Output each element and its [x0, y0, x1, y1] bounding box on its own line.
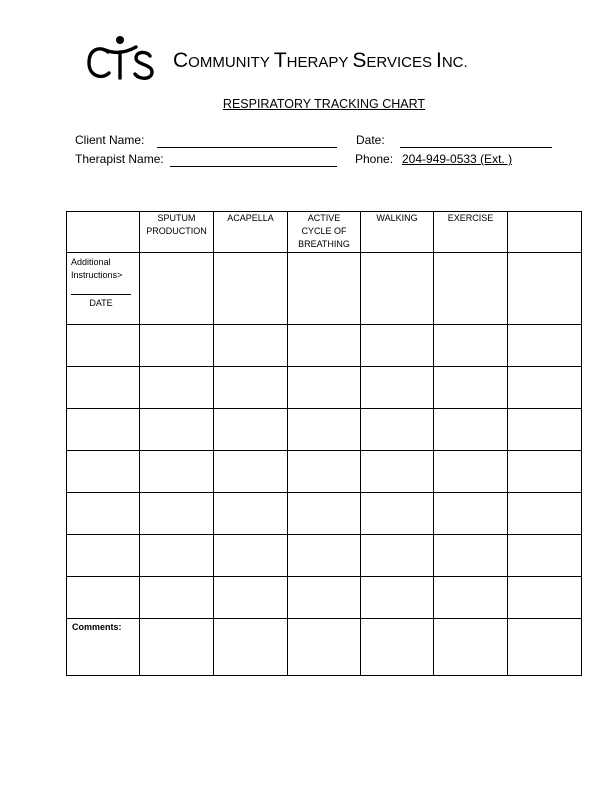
header-active-cycle-of-breathing: ACTIVE CYCLE OF BREATHING: [288, 212, 361, 253]
table-cell[interactable]: [140, 577, 214, 619]
table-cell[interactable]: [508, 619, 582, 676]
table-cell[interactable]: [434, 535, 508, 577]
table-cell[interactable]: [140, 325, 214, 367]
phone-value: 204-949-0533 (Ext. ): [402, 152, 513, 166]
table-cell[interactable]: [361, 409, 434, 451]
table-cell[interactable]: [288, 409, 361, 451]
table-cell[interactable]: [361, 619, 434, 676]
table-cell[interactable]: [214, 619, 288, 676]
table-cell[interactable]: [140, 619, 214, 676]
table-cell[interactable]: [140, 535, 214, 577]
date-label: Date:: [356, 133, 385, 147]
date-entry-line: [71, 294, 131, 295]
therapist-name-line[interactable]: [170, 166, 337, 167]
comments-label[interactable]: Comments:: [67, 619, 140, 676]
table-row: [67, 577, 582, 619]
table-cell[interactable]: [361, 535, 434, 577]
table-cell[interactable]: [67, 451, 140, 493]
table-cell[interactable]: [434, 493, 508, 535]
date-line[interactable]: [400, 147, 552, 148]
table-cell[interactable]: [140, 493, 214, 535]
header-cell: [67, 212, 140, 253]
comments-row: [67, 619, 582, 676]
date-label: DATE: [89, 298, 113, 308]
table-cell[interactable]: [361, 253, 434, 325]
header-cell: [508, 212, 582, 253]
table-cell[interactable]: [434, 577, 508, 619]
table-cell[interactable]: [508, 325, 582, 367]
additional-instructions-cell[interactable]: Additional Instructions> DATE: [67, 253, 140, 325]
table-cell[interactable]: [288, 325, 361, 367]
table-cell[interactable]: [140, 409, 214, 451]
table-row: [67, 367, 582, 409]
table-cell[interactable]: [67, 367, 140, 409]
table-cell[interactable]: [361, 493, 434, 535]
table-cell[interactable]: [140, 367, 214, 409]
therapist-name-label: Therapist Name:: [75, 152, 164, 166]
table-cell[interactable]: [214, 367, 288, 409]
table-cell[interactable]: [508, 577, 582, 619]
table-cell[interactable]: [361, 577, 434, 619]
header-walking: WALKING: [361, 212, 434, 253]
page-title: RESPIRATORY TRACKING CHART: [222, 97, 426, 111]
table-cell[interactable]: [508, 535, 582, 577]
table-cell[interactable]: [361, 325, 434, 367]
table-cell[interactable]: [508, 451, 582, 493]
table-cell[interactable]: [67, 493, 140, 535]
table-cell[interactable]: [288, 619, 361, 676]
table-row: [67, 325, 582, 367]
table-cell[interactable]: [288, 367, 361, 409]
phone-label: Phone:: [355, 152, 394, 166]
table-cell[interactable]: [508, 253, 582, 325]
table-cell[interactable]: [288, 253, 361, 325]
table-cell[interactable]: [434, 253, 508, 325]
client-name-label: Client Name:: [75, 133, 145, 147]
table-cell[interactable]: [361, 367, 434, 409]
table-cell[interactable]: [434, 619, 508, 676]
table-cell[interactable]: [508, 367, 582, 409]
client-name-line[interactable]: [157, 147, 337, 148]
table-cell[interactable]: [214, 535, 288, 577]
table-cell[interactable]: [288, 451, 361, 493]
additional-instructions-row: [67, 253, 582, 325]
table-cell[interactable]: [67, 409, 140, 451]
table-cell[interactable]: [214, 493, 288, 535]
table-cell[interactable]: [214, 325, 288, 367]
table-cell[interactable]: [140, 451, 214, 493]
table-cell[interactable]: [434, 325, 508, 367]
table-cell[interactable]: [214, 577, 288, 619]
table-row: [67, 451, 582, 493]
table-cell[interactable]: [67, 535, 140, 577]
table-cell[interactable]: [508, 493, 582, 535]
table-row: [67, 493, 582, 535]
header-sputum-production: SPUTUM PRODUCTION: [140, 212, 214, 253]
table-cell[interactable]: [288, 493, 361, 535]
company-name: COMMUNITY THERAPY SERVICES INC.: [173, 49, 468, 72]
table-row: [67, 409, 582, 451]
header-row: [67, 212, 582, 253]
table-cell[interactable]: [67, 325, 140, 367]
tracking-table: [66, 211, 582, 676]
table-cell[interactable]: [214, 451, 288, 493]
table-cell[interactable]: [508, 409, 582, 451]
header-exercise: EXERCISE: [434, 212, 508, 253]
header-acapella: ACAPELLA: [214, 212, 288, 253]
table-cell[interactable]: [434, 367, 508, 409]
table-cell[interactable]: [361, 451, 434, 493]
table-row: [67, 535, 582, 577]
table-cell[interactable]: [434, 409, 508, 451]
table-cell[interactable]: [434, 451, 508, 493]
table-cell[interactable]: [67, 577, 140, 619]
table-cell[interactable]: [288, 577, 361, 619]
table-cell[interactable]: [214, 253, 288, 325]
table-cell[interactable]: [288, 535, 361, 577]
cts-logo-icon: [86, 34, 158, 82]
table-cell[interactable]: [214, 409, 288, 451]
table-cell[interactable]: [140, 253, 214, 325]
